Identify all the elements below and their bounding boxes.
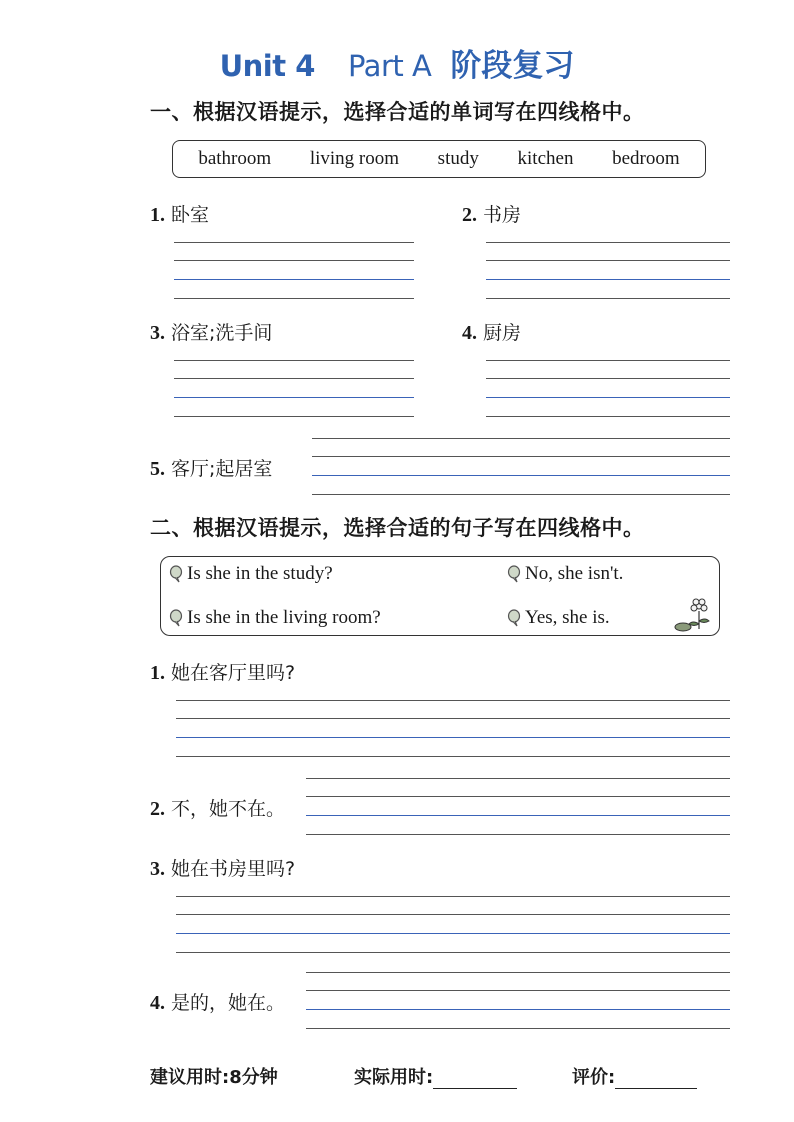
s1-question-5: 5. 客厅;起居室: [150, 458, 273, 480]
s1-answer-2-lines[interactable]: [486, 242, 730, 298]
unit-label: Unit 4: [219, 49, 315, 83]
s1-question-4: 4. 厨房: [462, 322, 522, 344]
s2-question-4: 4. 是的，她在。: [150, 992, 286, 1014]
s1-question-2: 2. 书房: [462, 204, 522, 226]
s1-answer-3-lines[interactable]: [174, 360, 414, 416]
speech-bubble-icon: [169, 609, 183, 627]
s1-answer-4-lines[interactable]: [486, 360, 730, 416]
speech-bubble-icon: [507, 609, 521, 627]
section2-title: 二、根据汉语提示，选择合适的句子写在四线格中。: [150, 516, 645, 540]
speech-bubble-icon: [169, 565, 183, 583]
word-bank-item: bedroom: [612, 148, 680, 169]
s2-question-2: 2. 不，她不在。: [150, 798, 286, 820]
word-bank-item: study: [437, 148, 479, 169]
s1-answer-5-lines[interactable]: [312, 438, 730, 494]
actual-time-blank[interactable]: [433, 1070, 517, 1089]
s2-answer-1-lines[interactable]: [176, 700, 730, 756]
suggested-time: 建议用时:8分钟: [150, 1067, 278, 1088]
s1-question-1: 1. 卧室: [150, 204, 210, 226]
page-title: [0, 40, 794, 85]
section1-title: 一、根据汉语提示，选择合适的单词写在四线格中。: [150, 100, 645, 124]
s2-question-1: 1. 她在客厅里吗?: [150, 662, 296, 684]
title-cn: 阶段复习: [450, 48, 575, 84]
s1-question-3: 3. 浴室;洗手间: [150, 322, 273, 344]
s2-answer-3-lines[interactable]: [176, 896, 730, 952]
flower-icon: [673, 597, 713, 633]
word-bank: [172, 140, 706, 178]
sentence-bank-item: No, she isn't.: [507, 563, 623, 585]
s1-answer-1-lines[interactable]: [174, 242, 414, 298]
word-bank-item: bathroom: [198, 148, 272, 169]
s2-answer-2-lines[interactable]: [306, 778, 730, 834]
sentence-bank-item: Yes, she is.: [507, 607, 610, 629]
speech-bubble-icon: [507, 565, 521, 583]
word-bank-item: kitchen: [517, 148, 574, 169]
word-bank-item: living room: [309, 148, 400, 169]
part-label: Part A: [347, 49, 432, 83]
evaluation: 评价:: [572, 1063, 697, 1089]
s2-question-3: 3. 她在书房里吗?: [150, 858, 296, 880]
s2-answer-4-lines[interactable]: [306, 972, 730, 1028]
sentence-bank-item: Is she in the study?: [169, 563, 333, 585]
actual-time: 实际用时:: [354, 1063, 517, 1089]
evaluation-blank[interactable]: [615, 1070, 697, 1089]
sentence-bank: [160, 556, 720, 636]
sentence-bank-item: Is she in the living room?: [169, 607, 381, 629]
